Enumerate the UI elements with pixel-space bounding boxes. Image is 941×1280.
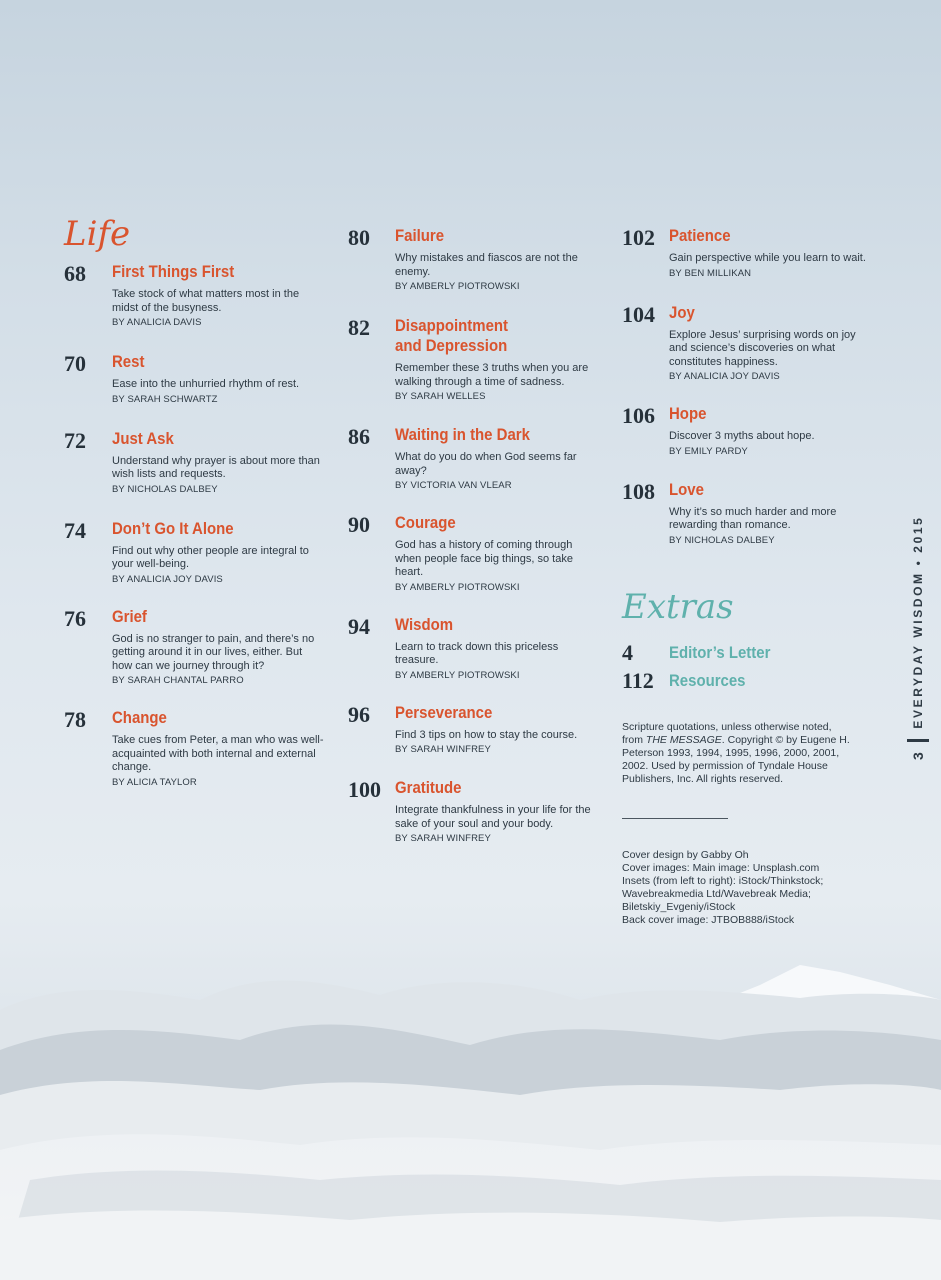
entry-title: Courage (395, 513, 456, 532)
entry-byline: BY AMBERLY PIOTROWSKI (395, 669, 520, 681)
entry-title: First Things First (112, 262, 235, 281)
entry-byline: BY ANALICIA JOY DAVIS (669, 371, 780, 382)
toc-entry[interactable] (348, 703, 598, 757)
entry-description: Explore Jesus’ surprising words on joy and science’s discoveries on what constitutes happiness. (669, 328, 856, 368)
entry-description: Why mistakes and fiascos are not the enemy. (395, 252, 578, 278)
entry-title: Don’t Go It Alone (112, 518, 234, 538)
entry-description: Why it’s so much harder and more rewarding than romance. (669, 505, 837, 531)
entry-byline: BY VICTORIA VAN VLEAR (395, 480, 512, 491)
folio-page-number: 3 (910, 749, 926, 760)
scripture-line: Publishers, Inc. All rights reserved. (622, 772, 784, 785)
scripture-source: THE MESSAGE (645, 733, 722, 746)
entry-title: Rest (112, 352, 145, 371)
divider (622, 818, 728, 819)
life-column (64, 214, 324, 789)
page-number: 96 (348, 701, 370, 727)
entry-byline: BY BEN MILLIKAN (669, 267, 752, 279)
folio-text: EVERYDAY WISDOM • 2015 (911, 515, 925, 729)
entry-title: Love (669, 479, 704, 499)
page-number: 78 (64, 707, 86, 732)
scripture-line (622, 734, 872, 747)
entry-title: Grief (112, 606, 147, 626)
toc-entry[interactable] (622, 480, 872, 547)
page-number: 82 (348, 315, 370, 340)
page-number: 80 (348, 225, 370, 250)
page-number: 74 (64, 517, 86, 543)
scripture-line: Peterson 1993, 1994, 1995, 1996, 2000, 2001, (622, 746, 840, 759)
toc-entry[interactable] (64, 607, 324, 688)
toc-entry[interactable] (348, 425, 598, 492)
entry-byline: BY SARAH SCHWARTZ (112, 393, 218, 405)
entry-title: Waiting in the Dark (395, 425, 530, 444)
page-number: 90 (348, 512, 370, 537)
toc-entry[interactable] (348, 226, 598, 293)
folio-bar (907, 739, 929, 742)
entry-byline: BY ANALICIA JOY DAVIS (112, 573, 223, 585)
entry-description: Ease into the unhurried rhythm of rest. (112, 378, 300, 390)
toc-entry[interactable] (348, 513, 598, 594)
scripture-text: . Copyright © by Eugene H. (721, 733, 850, 746)
page-number: 72 (64, 427, 86, 453)
toc-entry[interactable] (622, 641, 872, 665)
entry-description: Take cues from Peter, a man who was well-acquainted with both internal and external change. (112, 734, 324, 773)
entry-description: Understand why prayer is about more than wish lists and requests. (112, 454, 320, 480)
page-number: 68 (64, 261, 86, 286)
clouds-background (0, 880, 941, 1280)
entry-byline: BY SARAH WINFREY (395, 833, 491, 844)
entry-byline: BY NICHOLAS DALBEY (112, 483, 218, 495)
entry-title: Hope (669, 404, 707, 423)
toc-entry[interactable] (622, 226, 872, 280)
toc-entry[interactable] (64, 708, 324, 789)
entry-byline: BY AMBERLY PIOTROWSKI (395, 281, 520, 292)
right-column (622, 226, 872, 927)
page-number: 104 (622, 301, 655, 327)
entry-byline: BY NICHOLAS DALBEY (669, 534, 775, 546)
page-number: 70 (64, 351, 86, 376)
toc-entry[interactable] (64, 429, 324, 496)
entry-byline: BY SARAH CHANTAL PARRO (112, 675, 244, 686)
entry-description: Discover 3 myths about hope. (669, 430, 815, 442)
credit-line: Cover images: Main image: Unsplash.com (622, 861, 820, 874)
entry-title: Patience (669, 226, 731, 245)
entry-byline: BY ALICIA TAYLOR (112, 776, 197, 788)
entry-byline: BY EMILY PARDY (669, 445, 748, 457)
toc-entry[interactable] (64, 352, 324, 406)
toc-entry[interactable] (64, 519, 324, 586)
entry-description: God has a history of coming through when people face big things, so take heart. (395, 539, 573, 578)
entry-title: Failure (395, 226, 445, 245)
life-section-title: Life (64, 214, 131, 254)
page-number: 106 (622, 403, 655, 428)
credit-line: Back cover image: JTBOB888/iStock (622, 913, 795, 926)
toc-entry[interactable] (622, 669, 872, 693)
credit-line: Biletskiy_Evgeniy/iStock (622, 900, 736, 913)
folio (904, 500, 932, 760)
entry-byline: BY AMBERLY PIOTROWSKI (395, 581, 520, 593)
scripture-line: 2002. Used by permission of Tyndale House (622, 759, 828, 772)
entry-title: Change (112, 708, 167, 727)
cover-credits (622, 849, 872, 927)
toc-entry[interactable] (64, 262, 324, 329)
page-number: 100 (348, 777, 381, 802)
entry-title: Resources (669, 670, 746, 690)
entry-description: Learn to track down this priceless treasure. (395, 640, 559, 666)
toc-entry[interactable] (348, 778, 598, 845)
page-number: 102 (622, 225, 655, 250)
page-number: 112 (622, 667, 654, 693)
entry-description: Gain perspective while you learn to wait. (669, 252, 866, 264)
entry-title: Perseverance (395, 702, 493, 722)
entry-byline: BY SARAH WINFREY (395, 744, 491, 755)
toc-entry[interactable] (622, 404, 872, 458)
entry-title: Just Ask (112, 428, 174, 448)
entry-description: Find out why other people are integral to your well-being. (112, 544, 309, 570)
middle-column (348, 226, 598, 845)
page-number: 86 (348, 424, 370, 449)
entry-description: What do you do when God seems far away? (395, 451, 577, 477)
entry-title: Wisdom (395, 614, 454, 634)
entry-description: Remember these 3 truths when you are walking through a time of sadness. (395, 362, 589, 388)
credit-line: Wavebreakmedia Ltd/Wavebreak Media; (622, 887, 811, 900)
toc-entry[interactable] (622, 303, 872, 384)
page-number: 94 (348, 613, 370, 639)
scripture-text: from (622, 733, 646, 746)
entry-description: Integrate thankfulness in your life for the sake of your soul and your body. (395, 804, 591, 830)
entry-description: Take stock of what matters most in the midst of the busyness. (112, 288, 300, 314)
entry-byline: BY SARAH WELLES (395, 391, 486, 402)
credit-line: Insets (from left to right): iStock/Thinkstock; (622, 874, 824, 887)
page-number: 108 (622, 478, 655, 504)
credit-line: Cover design by Gabby Oh (622, 848, 749, 861)
extras-section-title: Extras (622, 586, 734, 627)
page-number: 4 (622, 639, 633, 665)
entry-description: God is no stranger to pain, and there’s no getting around it in our lives, either. But how can we journey through it? (112, 632, 315, 672)
toc-entry[interactable] (348, 316, 598, 403)
page-number: 76 (64, 605, 86, 631)
entry-byline: BY ANALICIA DAVIS (112, 317, 202, 328)
entry-title: Joy (669, 302, 695, 322)
scripture-notice (622, 721, 872, 786)
entry-title: Editor’s Letter (669, 642, 771, 662)
toc-entry[interactable] (348, 615, 598, 682)
entry-title: Gratitude (395, 778, 462, 797)
entry-title: Disappointment and Depression (395, 316, 509, 355)
entry-description: Find 3 tips on how to stay the course. (395, 728, 578, 741)
scripture-line: Scripture quotations, unless otherwise noted, (622, 720, 832, 733)
